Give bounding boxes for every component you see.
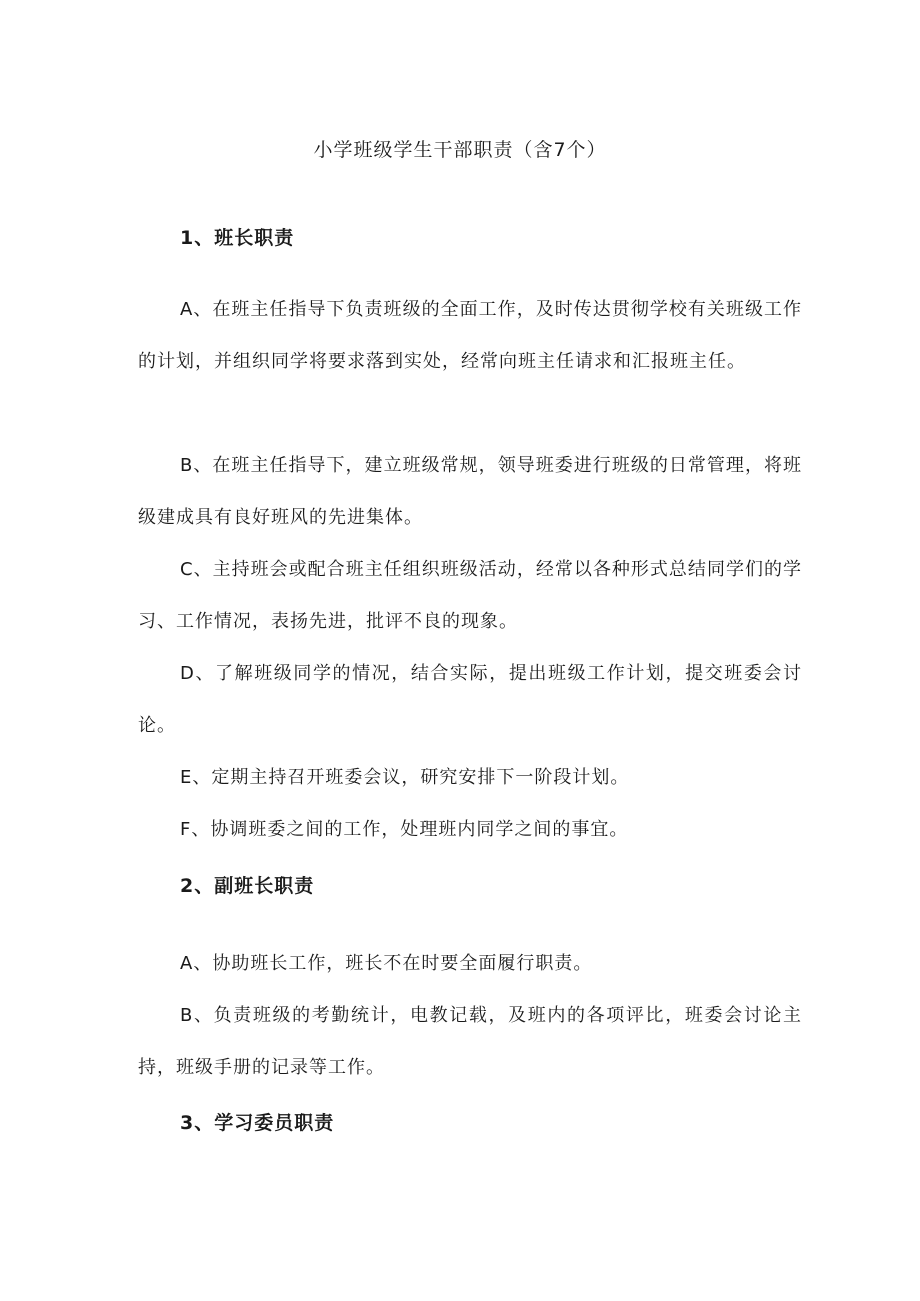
item-text: 、定期主持召开班委会议，研究安排下一阶段计划。 <box>192 767 630 788</box>
item-text: 、协助班长工作，班长不在时要全面履行职责。 <box>193 953 593 974</box>
item-label: B <box>180 1005 194 1026</box>
paragraph-monitor-f <box>138 804 802 856</box>
paragraph-monitor-e <box>138 752 802 804</box>
section-heading-study-committee: 3、学习委员职责 <box>180 1112 335 1134</box>
section-heading-vice-monitor: 2、副班长职责 <box>180 875 315 897</box>
item-text: 、协调班委之间的工作，处理班内同学之间的事宜。 <box>191 819 629 840</box>
paragraph-vice-monitor-a <box>138 938 802 990</box>
item-label: E <box>180 767 193 788</box>
item-label: A <box>180 299 194 320</box>
paragraph-monitor-b <box>138 440 802 544</box>
item-label: F <box>180 819 192 840</box>
section-heading-monitor: 1、班长职责 <box>180 227 295 249</box>
item-text: 、主持班会或配合班主任组织班级活动，经常以各种形式总结同学们的学习、工作情况，表扬先进，批评不良的现象。 <box>138 559 802 632</box>
item-text: 、负责班级的考勤统计，电教记载，及班内的各项评比，班委会讨论主持，班级手册的记录等工作。 <box>138 1005 802 1078</box>
item-label: B <box>180 455 194 476</box>
item-label: C <box>180 559 194 580</box>
item-text: 、在班主任指导下负责班级的全面工作，及时传达贯彻学校有关班级工作的计划，并组织同学将要求落到实处，经常向班主任请求和汇报班主任。 <box>138 299 802 372</box>
item-label: A <box>180 953 194 974</box>
item-text: 、在班主任指导下，建立班级常规，领导班委进行班级的日常管理，将班级建成具有良好班风的先进集体。 <box>138 455 802 528</box>
document-title: 小学班级学生干部职责（含7个） <box>313 139 607 161</box>
item-text: 、了解班级同学的情况，结合实际，提出班级工作计划，提交班委会讨论。 <box>138 663 802 736</box>
paragraph-monitor-c <box>138 544 802 648</box>
paragraph-monitor-a <box>138 284 802 388</box>
item-label: D <box>180 663 195 684</box>
paragraph-vice-monitor-b <box>138 990 802 1094</box>
paragraph-monitor-d <box>138 648 802 752</box>
